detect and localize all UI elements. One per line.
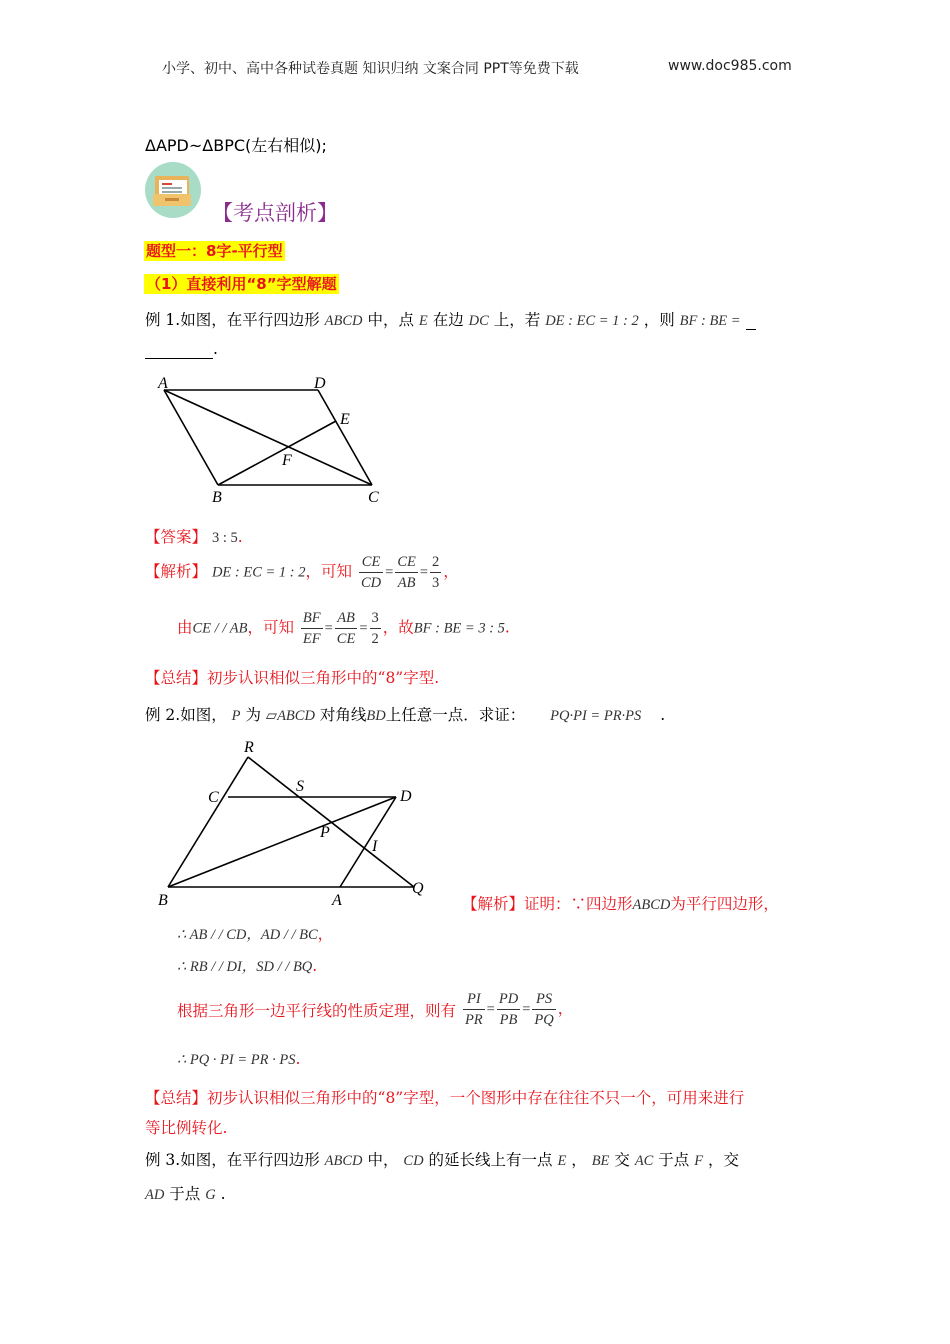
ex2-question <box>145 703 665 725</box>
answer-value: 3 : 5 <box>211 530 238 546</box>
label-q: Q <box>412 880 424 897</box>
ex3-t3: ， <box>571 1151 587 1169</box>
ex1-mid2: 在边 <box>432 311 464 329</box>
ex3-ad: AD <box>145 1187 165 1203</box>
edge-dc <box>318 390 372 485</box>
ex2-line4: ∴ PQ · PI = PR · PS <box>177 1052 296 1068</box>
ex3-g: G <box>205 1187 216 1203</box>
frac-2-3: $\frac{2}{3}$ <box>432 554 440 591</box>
intro-line: ΔAPD~ΔBPC(左右相似); <box>145 136 327 155</box>
ex3-ac: AC <box>634 1153 654 1169</box>
ex2-mid1: 为 <box>245 706 261 724</box>
ex1-ratio: DE : EC = 1 : 2 <box>545 313 639 329</box>
ex2-bd: BD <box>366 708 386 724</box>
ex3-f: F <box>694 1153 704 1169</box>
analysis-ratio: DE : EC = 1 : 2 <box>211 564 306 581</box>
ex2-proof-l1: ∴ AB / / CD，AD / / BC， <box>177 925 334 943</box>
analysis-cond: CE / / AB <box>192 620 248 637</box>
ex1-e: E <box>418 313 428 329</box>
ex3-t1: 中， <box>367 1151 399 1169</box>
analysis-text-3: ，故 <box>382 618 414 637</box>
ex1-question <box>145 308 756 330</box>
ex2-proof-l4: ∴ PQ · PI = PR · PS. <box>177 1050 301 1068</box>
ex3-abcd: ABCD <box>324 1153 363 1169</box>
ex3-t4: 交 <box>614 1151 630 1169</box>
label-s: S <box>296 778 304 795</box>
ex1-analysis-1: 【解析】 DE : EC = 1 : 2，可知 $\frac{CE}{CD}$ = $\frac{CE}{AB}$ = $\frac{2}{3}$ ， <box>145 554 459 591</box>
ex3-question <box>145 1148 739 1170</box>
ex1-analysis-2: 由CE / / AB，可知 $\frac{BF}{EF}$ = $\frac{AB}{CE}$ = $\frac{3}{2}$ ，故BF : BE = 3 : 5. <box>177 610 510 647</box>
label-d: D <box>314 375 326 392</box>
ex3-e: E <box>557 1153 567 1169</box>
label-f: F <box>282 452 292 469</box>
label-r: R <box>244 739 254 756</box>
ex1-ask: BF : BE = <box>679 313 741 329</box>
ex3-cd: CD <box>403 1153 424 1169</box>
ex2-line3-text: 根据三角形一边平行线的性质定理，则有 <box>177 1001 457 1020</box>
label-i: I <box>372 838 378 855</box>
ex1-dc: DC <box>468 313 489 329</box>
analysis-pre: 由 <box>177 618 193 637</box>
ex3-t5: 于点 <box>658 1151 690 1169</box>
line-br <box>168 757 248 887</box>
label-a2: A <box>332 892 342 909</box>
edge-ba <box>164 390 218 485</box>
ex1-blank-start <box>746 311 756 330</box>
diag-bd <box>168 797 396 887</box>
ex2-summary-tag: 【总结】 <box>145 1089 208 1107</box>
answer-end: . <box>237 528 243 546</box>
answer-tag: 【答案】 <box>145 528 208 546</box>
ex2-abcd: ABCD <box>277 708 315 724</box>
section-title: 【考点剖析】 <box>212 201 338 225</box>
frac-3-2: $\frac{3}{2}$ <box>371 610 379 647</box>
label-p: P <box>320 824 330 841</box>
ex2-line2: ∴ RB / / DI，SD / / BQ <box>177 959 313 975</box>
analysis-result: BF : BE = 3 : 5 <box>413 620 505 637</box>
ex1-blank <box>145 340 213 359</box>
ex3-t2: 的延长线上有一点 <box>428 1151 553 1169</box>
analysis-text-2: ，可知 <box>247 618 294 637</box>
ex2-end: . <box>660 706 666 724</box>
label-b: B <box>212 489 222 506</box>
summary-text: 初步认识相似三角形中的“8”字型. <box>207 669 440 687</box>
ex1-mid3: 上，若 <box>493 311 541 329</box>
frac-ce-cd: $\frac{CE}{CD}$ <box>360 554 382 591</box>
frac-ab-ce: $\frac{AB}{CE}$ <box>336 610 356 647</box>
type-heading <box>144 240 285 261</box>
analysis-text-1: ，可知 <box>305 562 353 581</box>
ex3-t7: 于点 <box>169 1185 201 1203</box>
line-rq <box>248 757 414 887</box>
label-a: A <box>158 375 168 392</box>
ex2-proof-intro-text: 证明：∵四边形 <box>524 895 633 913</box>
header-website-link[interactable]: www.doc985.com <box>668 58 792 74</box>
ex1-blank-end: . <box>213 340 218 358</box>
ex3-t6: ，交 <box>708 1151 740 1169</box>
ex1-label: 例 1.如图，在平行四边形 <box>145 311 320 329</box>
label-b2: B <box>158 892 168 909</box>
ex2-proof-l3: 根据三角形一边平行线的性质定理，则有 $\frac{PI}{PR}$ = $\frac{PD}{PB}$ = $\frac{PS}{PQ}$ ， <box>177 991 574 1028</box>
type-heading-text: 题型一：8字-平行型 <box>146 242 283 260</box>
ex1-mid1: 中，点 <box>367 311 414 329</box>
folder-icon <box>145 162 201 218</box>
ex2-summary-text1: 初步认识相似三角形中的“8”字型，一个图形中存在往往不只一个，可用来进行 <box>207 1089 745 1107</box>
ex3-t8: . <box>220 1185 226 1203</box>
diag-ac <box>164 390 372 485</box>
ex1-mid4: ，则 <box>643 311 675 329</box>
ex2-label: 例 2.如图， <box>145 706 227 724</box>
frac-pd-pb: $\frac{PD}{PB}$ <box>498 991 519 1028</box>
seg-be <box>218 421 336 485</box>
label-c: C <box>368 489 379 506</box>
ex1-blank-line <box>145 340 218 359</box>
edge-da <box>340 797 396 887</box>
ex1-figure <box>150 370 390 510</box>
summary-tag: 【总结】 <box>145 669 208 687</box>
sub-heading <box>144 273 339 294</box>
ex2-proof-l2: ∴ RB / / DI，SD / / BQ. <box>177 957 318 975</box>
frac-ce-ab: $\frac{CE}{AB}$ <box>397 554 416 591</box>
ex1-abcd: ABCD <box>324 313 363 329</box>
ex3-label: 例 3.如图，在平行四边形 <box>145 1151 320 1169</box>
label-d2: D <box>400 788 412 805</box>
ex2-claim: PQ·PI = PR·PS <box>550 708 642 724</box>
parallelogram-symbol: ▱ <box>265 708 278 724</box>
ex3-question-line2 <box>145 1182 226 1204</box>
frac-pi-pr: $\frac{PI}{PR}$ <box>464 991 483 1028</box>
label-e: E <box>340 411 350 428</box>
ex2-line1: ∴ AB / / CD，AD / / BC <box>177 927 318 943</box>
ex2-proof-intro-end: 为平行四边形， <box>670 895 779 913</box>
label-c2: C <box>208 789 219 806</box>
ex1-summary <box>145 666 439 688</box>
ex3-be: BE <box>591 1153 610 1169</box>
analysis-tag: 【解析】 <box>145 562 208 581</box>
ex2-analysis-tag: 【解析】 <box>462 895 525 913</box>
ex2-figure <box>150 735 440 915</box>
ex2-proof-intro <box>462 892 779 914</box>
ex2-summary-line2: 等比例转化. <box>145 1119 228 1137</box>
ex2-mid2: 对角线 <box>319 706 367 724</box>
frac-ps-pq: $\frac{PS}{PQ}$ <box>534 991 554 1028</box>
ex2-summary <box>145 1086 744 1108</box>
ex2-p: P <box>231 708 241 724</box>
frac-bf-ef: $\frac{BF}{EF}$ <box>302 610 321 647</box>
ex2-proof-abcd: ABCD <box>632 897 671 913</box>
ex2-mid3: 上任意一点．求证： <box>385 706 526 724</box>
header-left-text: 小学、初中、高中各种试卷真题 知识归纳 文案合同 PPT等免费下载 <box>162 61 579 77</box>
sub-heading-text: （1）直接利用“8”字型解题 <box>146 275 337 293</box>
ex1-answer <box>145 525 243 547</box>
